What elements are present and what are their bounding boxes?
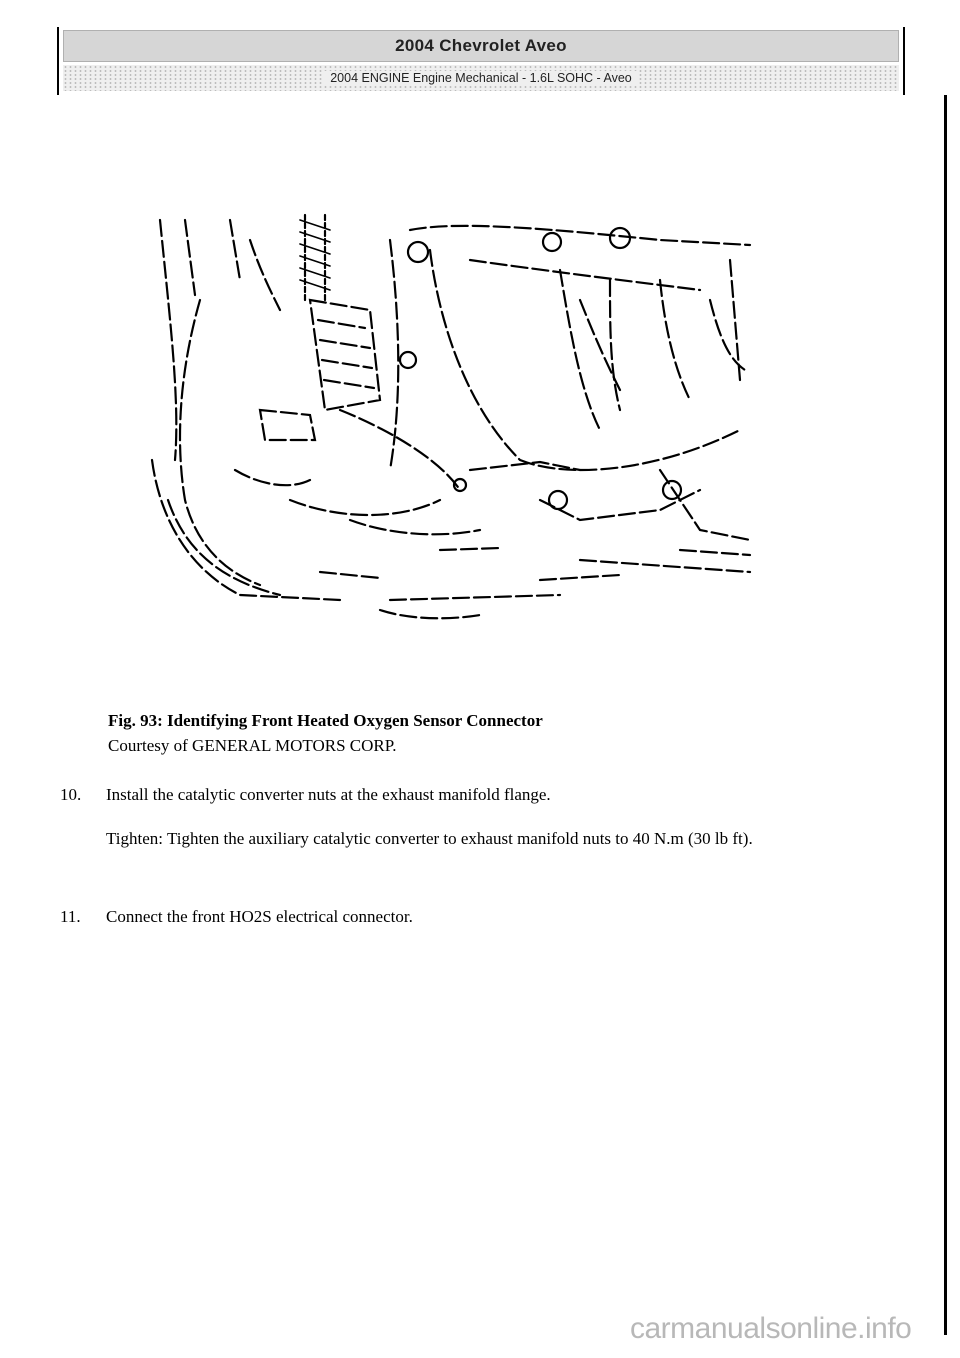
page-right-border <box>944 95 947 1335</box>
step-number: 11. <box>60 907 81 926</box>
caption-credit: Courtesy of GENERAL MOTORS CORP. <box>108 736 397 755</box>
step-text: Install the catalytic converter nuts at the exhaust manifold flange. <box>106 785 551 804</box>
document-subtitle: 2004 ENGINE Engine Mechanical - 1.6L SOHC - Aveo <box>324 71 638 85</box>
figure-caption <box>108 708 543 758</box>
title-bar <box>63 30 899 62</box>
page-header <box>57 27 905 95</box>
engine-illustration <box>140 200 760 630</box>
torque-specification: Tighten: Tighten the auxiliary catalytic converter to exhaust manifold nuts to 40 N.m (30 lb ft). <box>106 829 753 848</box>
caption-title: Fig. 93: Identifying Front Heated Oxygen Sensor Connector <box>108 711 543 730</box>
step-number: 10. <box>60 785 82 804</box>
document-title: 2004 Chevrolet Aveo <box>395 36 567 55</box>
engine-line-drawing <box>140 200 760 630</box>
subtitle-bar <box>63 65 899 91</box>
watermark-logo: carmanualsonline.info <box>630 1312 912 1345</box>
step-text: Connect the front HO2S electrical connector. <box>106 907 413 926</box>
